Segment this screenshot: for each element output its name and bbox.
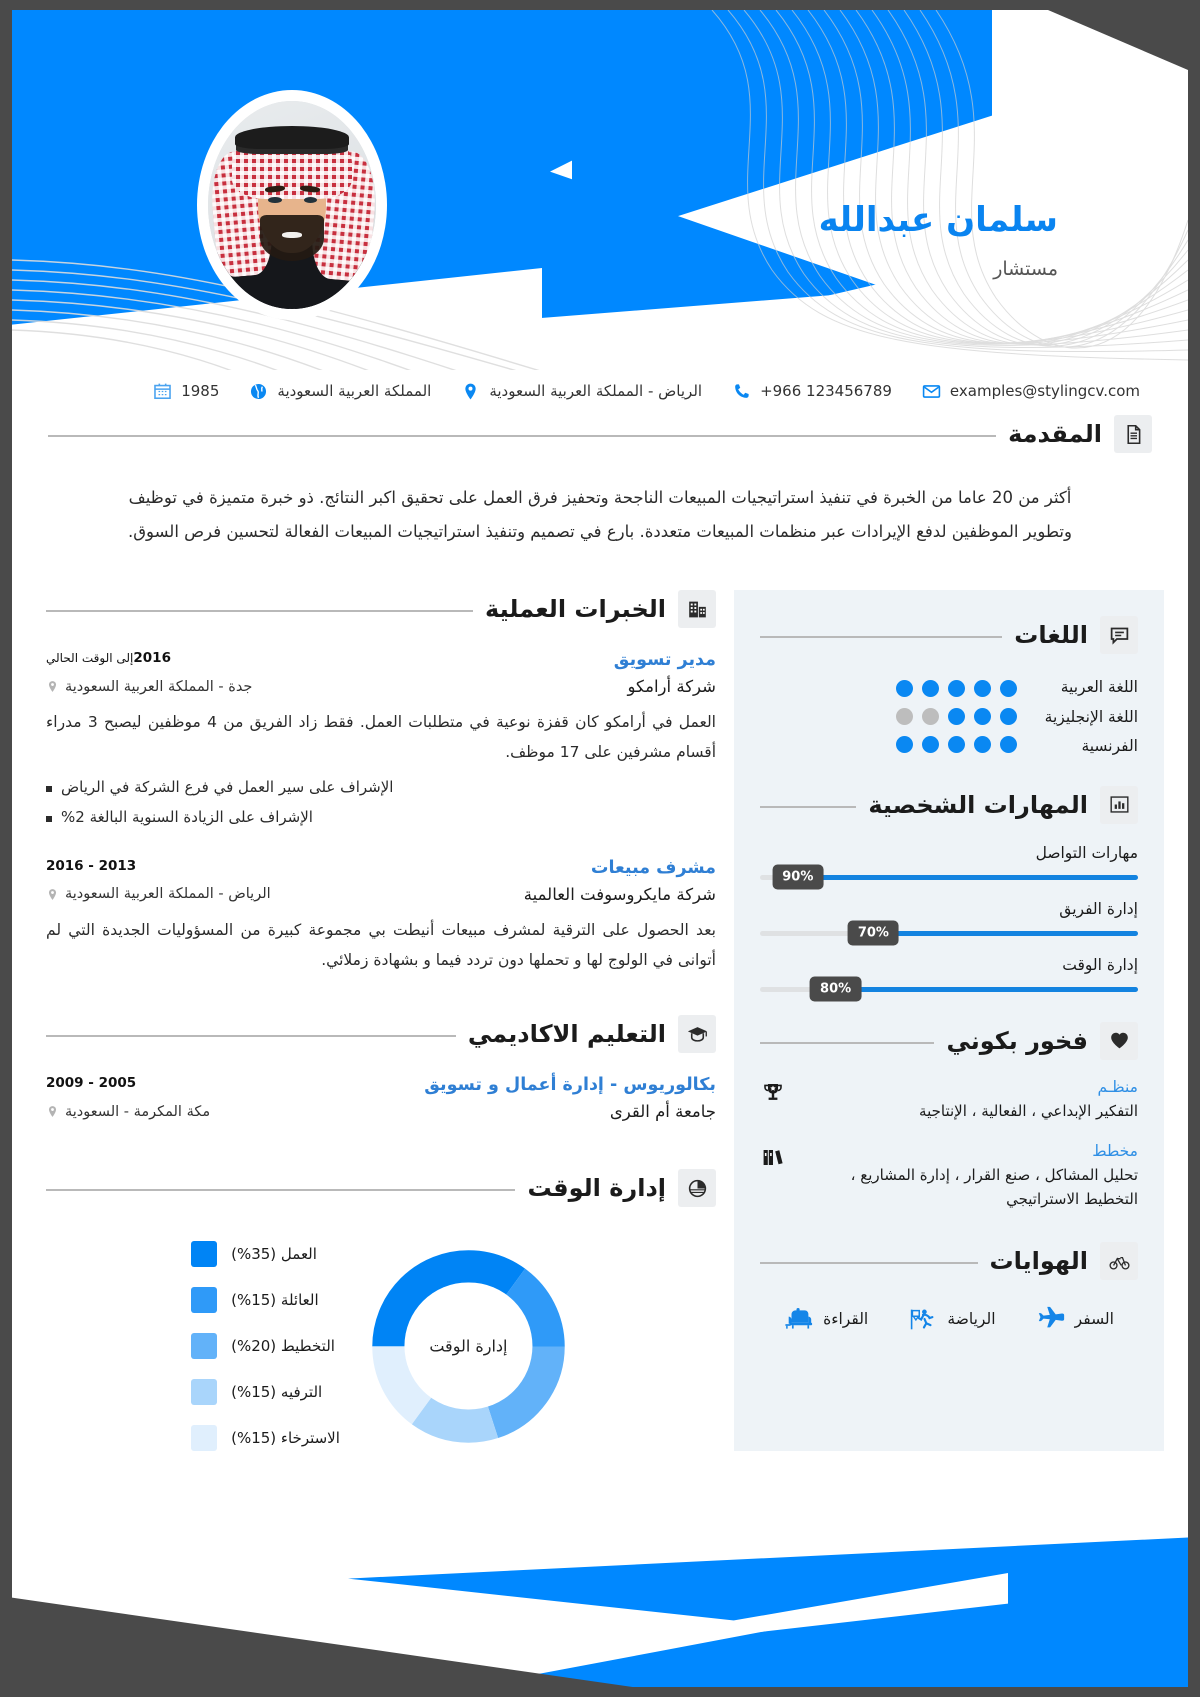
experience-title: الخبرات العملية [485, 595, 666, 623]
time-management-chart [46, 1241, 716, 1451]
bicycle-icon [1100, 1242, 1138, 1280]
divider [46, 1189, 515, 1191]
education-title: التعليم الاكاديمي [467, 1020, 666, 1049]
intro-title: المقدمة [1008, 420, 1102, 448]
skill-value-badge: 90% [772, 865, 823, 890]
hobbies-list [760, 1306, 1138, 1332]
corner-accent [1048, 10, 1188, 70]
language-level-dot [948, 680, 965, 697]
header-banner [12, 10, 1188, 370]
language-level-dots [896, 680, 1017, 753]
skill-value-badge: 70% [848, 921, 899, 946]
location-icon [461, 382, 480, 401]
skill-item [760, 955, 1138, 997]
legend-item [191, 1379, 340, 1405]
proud-item-label: منظـم [1097, 1077, 1138, 1096]
hobbies-title: الهوايات [989, 1247, 1088, 1276]
skill-item [760, 843, 1138, 885]
job-date [46, 650, 171, 666]
proud-header [760, 1022, 1138, 1060]
divider [48, 435, 996, 437]
education-section [46, 1015, 716, 1121]
job-location [46, 679, 252, 695]
language-level-dot [1000, 736, 1017, 753]
sidebar [734, 590, 1164, 1451]
experience-item [46, 650, 716, 832]
language-level-dot [922, 680, 939, 697]
contact-item-email[interactable] [922, 382, 1140, 401]
experience-header [46, 590, 716, 628]
divider [760, 636, 1002, 638]
language-level-dot [1000, 680, 1017, 697]
skill-bar-fill [798, 875, 1138, 880]
skill-bar-track [760, 925, 1138, 941]
bullet-text: الإشراف على الزيادة السنوية البالغة 2% [61, 807, 313, 826]
language-level-dot [974, 736, 991, 753]
language-level-row [896, 708, 1017, 725]
legend-item [191, 1425, 340, 1451]
job-role: مستشار [993, 258, 1058, 280]
armchair-icon [784, 1306, 814, 1332]
degree-title: بكالوريوس - إدارة أعمال و تسويق [424, 1075, 716, 1096]
contact-country-value: المملكة العربية السعودية [277, 382, 432, 400]
skill-bar-fill [873, 931, 1138, 936]
main-columns [36, 590, 1164, 1451]
contact-item-birthyear [153, 382, 219, 401]
language-names [1017, 678, 1138, 756]
skills-section [760, 786, 1138, 997]
divider [760, 1262, 978, 1264]
contact-bar [12, 372, 1188, 410]
list-item [46, 773, 716, 802]
bullet-text: الإشراف على سير العمل في فرع الشركة في الرياض [61, 778, 394, 797]
language-level-dot [896, 680, 913, 697]
hobby-item-reading [784, 1306, 868, 1332]
languages-section [760, 616, 1138, 756]
language-level-row [896, 736, 1017, 753]
time-management-section [46, 1169, 716, 1451]
language-level-dot [922, 708, 939, 725]
divider [46, 1035, 456, 1037]
proud-item-desc: تحليل المشاكل ، صنع القرار ، إدارة المشاريع ، التخطيط الاستراتيجي [850, 1165, 1138, 1209]
job-description: العمل في أرامكو كان قفزة نوعية في متطلبات العمل. فقط زاد الفريق من 4 موظفين ليصبح 3 مدراء أقسام مشرفين على 17 موظف. [46, 713, 716, 762]
languages-list [760, 678, 1138, 756]
job-date: 2013 - 2016 [46, 857, 137, 874]
donut-center-label: إدارة الوقت [405, 1283, 532, 1410]
language-level-dot [896, 708, 913, 725]
job-description: بعد الحصول على الترقية لمشرف مبيعات أنيطت بي مجموعة كبيرة من المسؤوليات الجديدة التي لم أتوانى في الولوج لها و تحملها دون تردد فيما و بشهادة زملائي. [46, 920, 716, 970]
location-pin-icon [46, 1104, 59, 1119]
legend-item [191, 1287, 340, 1313]
divider [46, 610, 473, 612]
skill-item [760, 899, 1138, 941]
chat-icon [1100, 616, 1138, 654]
bullet-marker-icon [46, 786, 52, 792]
contact-email-value: examples@stylingcv.com [949, 382, 1140, 400]
hobbies-section [760, 1242, 1138, 1332]
skill-label: مهارات التواصل [1035, 843, 1138, 862]
time-management-header [46, 1169, 716, 1207]
legend-label: الاسترخاء (15%) [231, 1429, 340, 1448]
job-date-soft: إلى الوقت الحالي [46, 651, 134, 665]
language-name: الفرنسية [1081, 737, 1138, 756]
job-location [46, 886, 271, 902]
hobby-label: السفر [1074, 1310, 1114, 1329]
donut-chart [366, 1244, 571, 1449]
skill-bar-fill [836, 987, 1138, 992]
contact-item-phone[interactable] [732, 382, 892, 401]
main-column [36, 590, 734, 1451]
skill-label: إدارة الوقت [1062, 955, 1138, 974]
skills-list [760, 843, 1138, 997]
hobbies-header [760, 1242, 1138, 1280]
avatar-photo [208, 101, 376, 309]
chart-legend [191, 1241, 340, 1451]
contact-phone-value: +966 123456789 [760, 382, 892, 400]
building-icon [678, 590, 716, 628]
language-level-dot [922, 736, 939, 753]
skill-bar-track [760, 869, 1138, 885]
intro-body: أكثر من 20 عاما من الخبرة في تنفيذ استراتيجيات المبيعات الناجحة وتحفيز فرق العمل على تحقيق اكبر النتائج. ذو خبرة متميزة في توظيف وتطوير الموظفين لدفع الإيرادات عبر منظمات المبيعات متعددة. بارع في تصميم وتنفيذ استراتيجيات المبيعات الفعالة لتحسين فرص السوق. [128, 488, 1072, 541]
language-level-dot [896, 736, 913, 753]
languages-title: اللغات [1014, 621, 1088, 649]
intro-section [48, 415, 1152, 549]
proud-item [760, 1078, 1138, 1124]
language-name: اللغة العربية [1060, 678, 1138, 696]
legend-item [191, 1333, 340, 1359]
hobby-item-travel [1036, 1306, 1114, 1332]
avatar [197, 90, 387, 320]
job-org: شركة مايكروسوفت العالمية [523, 884, 716, 904]
degree-date: 2005 - 2009 [46, 1075, 137, 1092]
proud-item-desc: التفكير الإبداعي ، الفعالية ، الإنتاجية [919, 1101, 1138, 1120]
school-location [46, 1104, 210, 1120]
phone-icon [732, 382, 751, 401]
proud-item [760, 1142, 1138, 1213]
job-location-value: جدة - المملكة العربية السعودية [65, 678, 253, 695]
books-icon [760, 1142, 786, 1169]
bullet-marker-icon [46, 816, 52, 822]
experience-section [46, 590, 716, 975]
page-title: سلمان عبدالله [818, 200, 1058, 240]
job-date-bold: 2016 [133, 650, 171, 666]
experience-item [46, 858, 716, 975]
divider [760, 1042, 934, 1044]
contact-item-country [249, 382, 431, 401]
legend-label: الترفيه (15%) [231, 1383, 323, 1402]
education-header [46, 1015, 716, 1053]
language-level-dot [974, 708, 991, 725]
school-location-value: مكة المكرمة - السعودية [65, 1103, 211, 1120]
language-level-dot [948, 736, 965, 753]
legend-swatch [191, 1425, 217, 1451]
legend-label: العائلة (15%) [231, 1291, 319, 1310]
skill-bar-track [760, 981, 1138, 997]
job-org: شركة أرامكو [627, 677, 716, 696]
skills-header [760, 786, 1138, 824]
hobby-item-sport [908, 1306, 995, 1332]
airplane-icon [1036, 1306, 1066, 1332]
proud-item-label: مخطط [1092, 1141, 1138, 1160]
legend-label: التخطيط (20%) [231, 1337, 335, 1356]
legend-swatch [191, 1241, 217, 1267]
graduation-cap-icon [678, 1015, 716, 1053]
pie-chart-icon [678, 1169, 716, 1207]
location-pin-icon [46, 887, 59, 902]
proud-title: فخور بكوني [946, 1026, 1088, 1055]
bar-chart-icon [1100, 786, 1138, 824]
legend-item [191, 1241, 340, 1267]
legend-swatch [191, 1379, 217, 1405]
job-title: مدير تسويق [613, 650, 716, 670]
basketball-icon [908, 1306, 938, 1332]
language-level-dot [948, 708, 965, 725]
contact-item-location [461, 382, 702, 401]
document-icon [1114, 415, 1152, 453]
job-location-value: الرياض - المملكة العربية السعودية [65, 886, 271, 903]
language-name: اللغة الإنجليزية [1044, 707, 1138, 726]
skill-value-badge: 80% [810, 977, 861, 1002]
cv-page [12, 10, 1188, 1687]
language-level-dot [974, 680, 991, 697]
skill-label: إدارة الفريق [1059, 899, 1138, 918]
list-item [46, 803, 716, 832]
school-name: جامعة أم القرى [609, 1102, 716, 1122]
footer-banner [12, 1537, 1188, 1687]
contact-birthyear-value: 1985 [181, 382, 220, 400]
legend-swatch [191, 1333, 217, 1359]
location-pin-icon [46, 679, 59, 694]
languages-header [760, 616, 1138, 654]
calendar-icon [153, 382, 172, 401]
legend-label: العمل (35%) [231, 1245, 317, 1264]
hobby-label: الرياضة [947, 1310, 996, 1329]
legend-swatch [191, 1287, 217, 1313]
heart-icon [1100, 1022, 1138, 1060]
trophy-icon [760, 1078, 786, 1105]
skills-title: المهارات الشخصية [868, 790, 1088, 819]
mail-icon [922, 382, 941, 401]
education-item [46, 1075, 716, 1121]
language-level-row [896, 680, 1017, 697]
time-management-title: إدارة الوقت [527, 1174, 666, 1203]
globe-icon [249, 382, 268, 401]
divider [760, 806, 856, 808]
job-bullets [46, 773, 716, 832]
intro-header [48, 415, 1152, 453]
proud-section [760, 1022, 1138, 1212]
hobby-label: القراءة [823, 1310, 869, 1329]
language-level-dot [1000, 708, 1017, 725]
job-title: مشرف مبيعات [590, 857, 716, 878]
contact-location-value: الرياض - المملكة العربية السعودية [489, 382, 703, 400]
